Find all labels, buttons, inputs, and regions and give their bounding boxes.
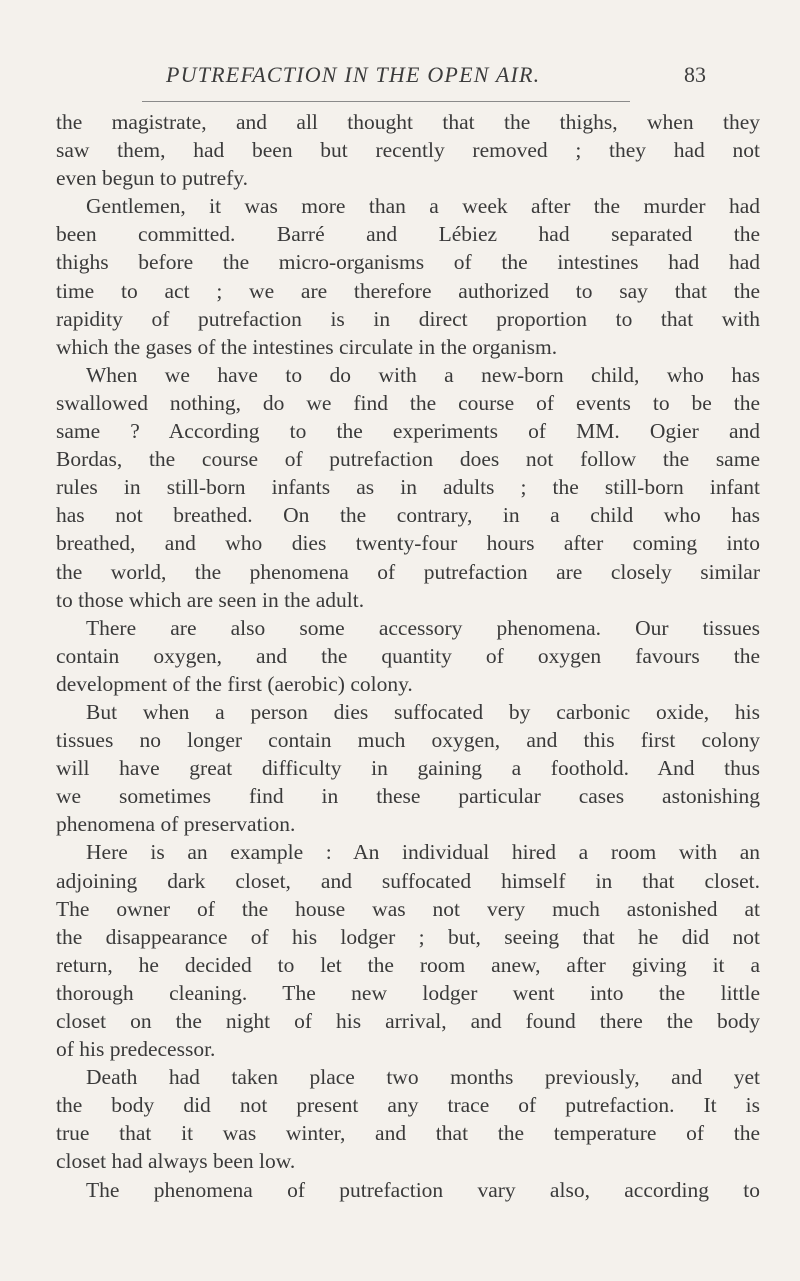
text-line: the world, the phenomena of putrefaction are closely similar [56, 559, 760, 584]
text-line: will have great difficulty in gaining a foothold. And thus [56, 756, 760, 781]
header-rule [142, 101, 630, 102]
text-line: contain oxygen, and the quantity of oxygen favours the [56, 643, 760, 668]
text-line: time to act ; we are therefore authorized to say that the [56, 278, 760, 303]
text-line: closet on the night of his arrival, and found there the body [56, 1009, 760, 1033]
running-head [166, 62, 706, 88]
text-line: the magistrate, and all thought that the thighs, when they [56, 110, 760, 134]
text-line: which the gases of the intestines circulate in the organism. [56, 334, 558, 359]
text-line: swallowed nothing, do we find the course of events to be the [56, 390, 760, 415]
text-line: return, he decided to let the room anew, after giving it a [56, 952, 760, 977]
text-line: Gentlemen, it was more than a week after the murder had [86, 194, 760, 219]
text-line: breathed, and who dies twenty-four hours after coming into [56, 531, 760, 556]
text-line: rules in still-born infants as in adults ; the still-born infant [56, 475, 760, 500]
text-line: saw them, had been but recently removed ; they had not [56, 138, 760, 163]
text-line: The owner of the house was not very much astonished at [56, 896, 760, 921]
text-line: Bordas, the course of putrefaction does not follow the same [56, 447, 760, 472]
text-line: tissues no longer contain much oxygen, and this first colony [56, 728, 760, 753]
text-line: same ? According to the experiments of MM. Ogier and [56, 419, 760, 444]
text-line: of his predecessor. [56, 1037, 216, 1062]
text-line: thorough cleaning. The new lodger went into the little [56, 980, 760, 1005]
text-line: thighs before the micro-organisms of the intestines had had [56, 250, 760, 275]
text-line: adjoining dark closet, and suffocated himself in that closet. [56, 868, 760, 893]
text-line: Death had taken place two months previously, and yet [86, 1065, 760, 1090]
body-text [56, 108, 760, 1204]
text-line: we sometimes find in these particular cases astonishing [56, 784, 760, 809]
text-line: But when a person dies suffocated by carbonic oxide, his [86, 699, 760, 724]
text-line: even begun to putrefy. [56, 166, 249, 191]
text-line: The phenomena of putrefaction vary also, according to [86, 1177, 760, 1202]
text-line: the disappearance of his lodger ; but, seeing that he did not [56, 924, 760, 949]
text-line: been committed. Barré and Lébiez had separated the [56, 222, 760, 247]
text-line: development of the first (aerobic) colony. [56, 671, 413, 696]
text-line: There are also some accessory phenomena. Our tissues [86, 615, 760, 640]
text-line: phenomena of preservation. [56, 812, 296, 837]
text-line: to those which are seen in the adult. [56, 587, 365, 612]
page-number: 83 [684, 62, 706, 87]
running-title: PUTREFACTION IN THE OPEN AIR. [166, 62, 541, 87]
text-line: closet had always been low. [56, 1149, 296, 1174]
text-line: true that it was winter, and that the temperature of the [56, 1121, 760, 1146]
text-line: the body did not present any trace of putrefaction. It is [56, 1093, 760, 1118]
text-line: When we have to do with a new-born child, who has [86, 362, 760, 387]
text-line: rapidity of putrefaction is in direct proportion to that with [56, 306, 760, 331]
text-line: Here is an example : An individual hired a room with an [86, 840, 760, 865]
text-line: has not breathed. On the contrary, in a child who has [56, 503, 760, 528]
